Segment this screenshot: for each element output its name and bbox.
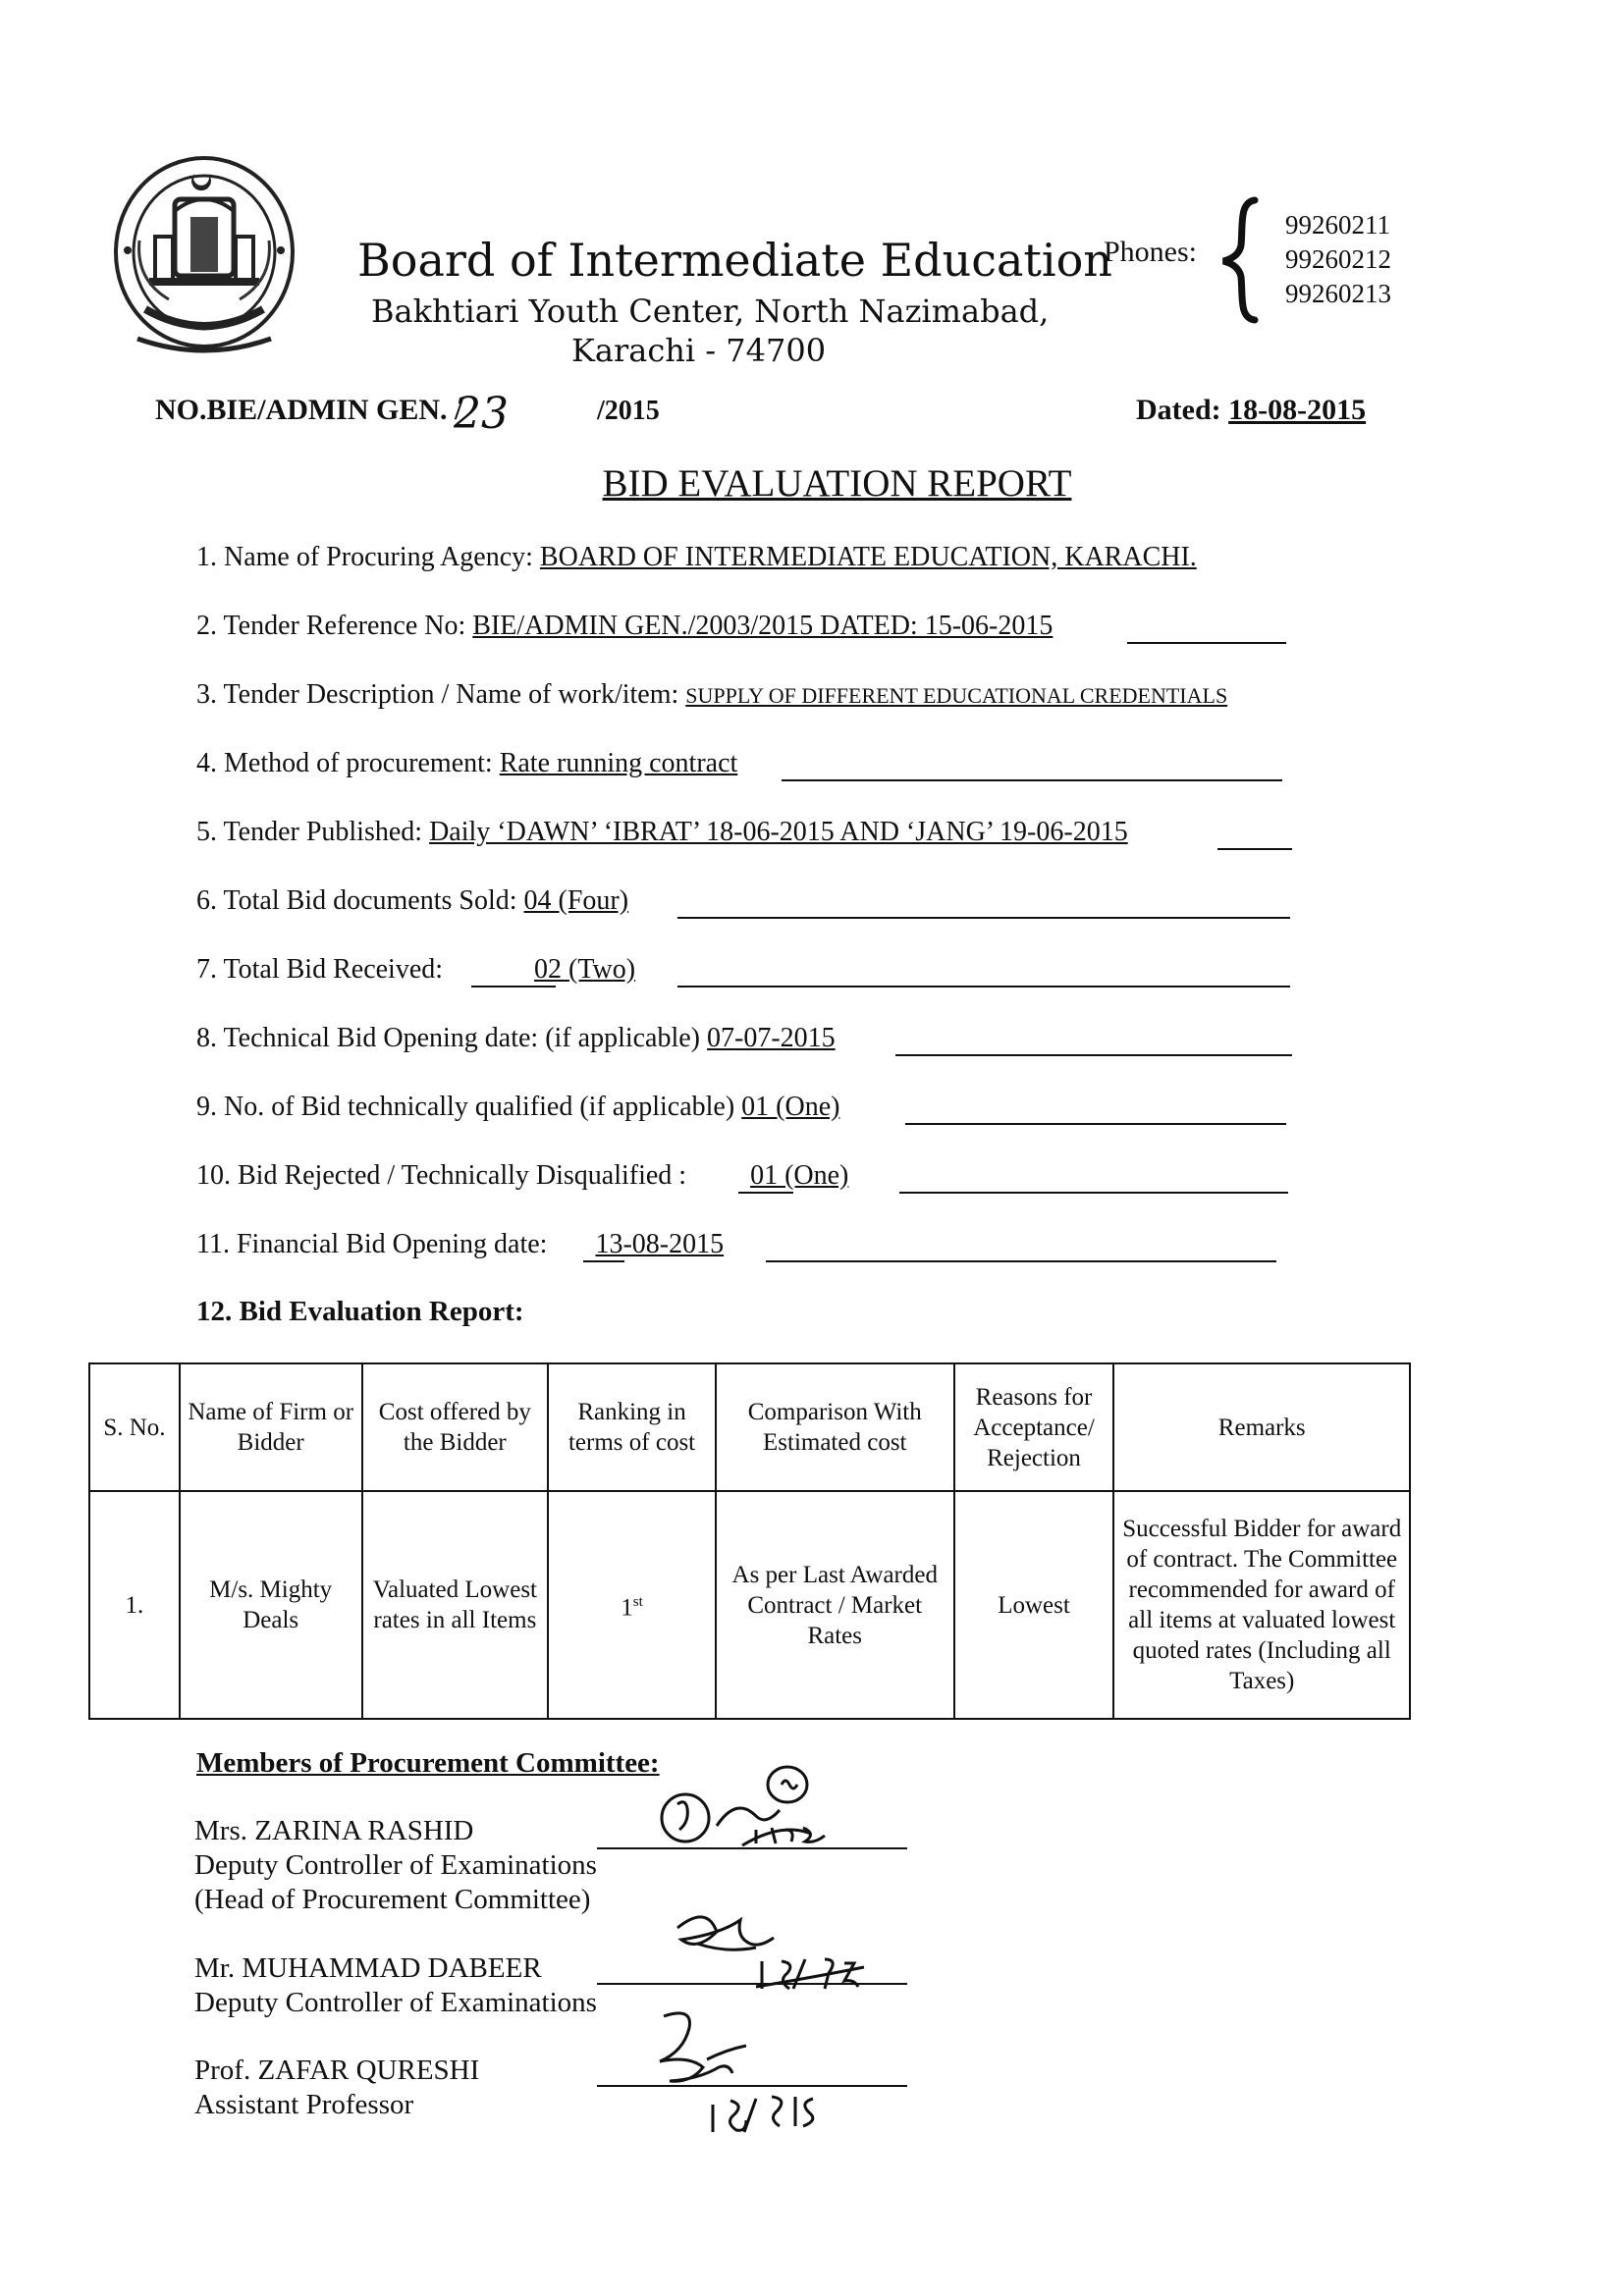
item-bid-received: [196, 954, 635, 986]
item-label: 9. No. of Bid technically qualified (if applicable): [196, 1092, 742, 1122]
item-method-of-procurement: [196, 748, 737, 779]
phone-numbers: [1285, 208, 1391, 311]
curly-brace-icon: [1217, 196, 1267, 324]
column-header: Comparison With Estimated cost: [716, 1363, 954, 1491]
item-value: Rate running contract: [499, 748, 738, 778]
column-header: Ranking in terms of cost: [548, 1363, 716, 1491]
cell-reason: Lowest: [954, 1491, 1114, 1719]
org-name: Board of Intermediate Education: [357, 234, 1112, 287]
item-value: SUPPLY OF DIFFERENT EDUCATIONAL CREDENTIALS: [685, 683, 1228, 708]
committee-title: Members of Procurement Committee:: [196, 1747, 660, 1779]
item-label: 4. Method of procurement:: [196, 748, 500, 778]
phone-number: 99260213: [1285, 279, 1391, 308]
item-value: BOARD OF INTERMEDIATE EDUCATION, KARACHI.: [539, 542, 1197, 572]
item-bids-technically-qualified: [196, 1092, 839, 1123]
member-name: Mrs. ZARINA RASHID: [194, 1815, 474, 1846]
member-role: Deputy Controller of Examinations: [194, 1987, 597, 2018]
item-label: 11. Financial Bid Opening date:: [196, 1229, 555, 1259]
item-value: 02 (Two): [534, 954, 636, 985]
committee-member: [194, 1814, 597, 1917]
rank-suffix: st: [632, 1593, 643, 1610]
reference-number-handwritten: 23: [454, 389, 509, 439]
signature-muhammad-dabeer: [668, 1904, 913, 1993]
item-bids-rejected: [196, 1160, 848, 1192]
column-header: Remarks: [1113, 1363, 1410, 1491]
member-role: Assistant Professor: [194, 2089, 414, 2120]
signature-zafar-qureshi: [648, 2002, 864, 2140]
fill-line: [905, 1123, 1286, 1125]
org-address-line2: Karachi - 74700: [571, 332, 827, 369]
reference-number-label: NO.BIE/ADMIN GEN. /: [155, 394, 463, 426]
item-tender-published: [196, 817, 1128, 848]
fill-line: [583, 1260, 624, 1262]
column-header: Cost offered by the Bidder: [362, 1363, 549, 1491]
signature-zarina-rashid: [648, 1757, 884, 1855]
reference-year: /2015: [597, 396, 660, 426]
item-value: 07-07-2015: [707, 1023, 836, 1053]
item-tender-description: [196, 679, 1227, 711]
rank-number: 1: [621, 1594, 633, 1622]
column-header: S. No.: [89, 1363, 180, 1491]
dated-value: 18-08-2015: [1228, 394, 1367, 426]
cell-sno: 1.: [89, 1491, 180, 1719]
bid-evaluation-table: [88, 1362, 1411, 1720]
report-title-text: BID EVALUATION REPORT: [602, 462, 1072, 505]
cell-ranking: [548, 1491, 716, 1719]
item-label: 6. Total Bid documents Sold:: [196, 885, 524, 916]
cell-cost: Valuated Lowest rates in all Items: [362, 1491, 549, 1719]
fill-line: [1217, 848, 1292, 850]
item-label: 5. Tender Published:: [196, 817, 430, 847]
member-name: Mr. MUHAMMAD DABEER: [194, 1952, 542, 1984]
phones-label: Phones:: [1104, 236, 1198, 268]
member-role: Deputy Controller of Examinations: [194, 1849, 597, 1881]
cell-firm: M/s. Mighty Deals: [180, 1491, 362, 1719]
item-label: 8. Technical Bid Opening date: (if applicable): [196, 1023, 708, 1053]
phone-number: 99260211: [1285, 210, 1390, 240]
column-header: Name of Firm or Bidder: [180, 1363, 362, 1491]
report-title: [0, 461, 1621, 506]
item-value: Daily ‘DAWN’ ‘IBRAT’ 18-06-2015 AND ‘JANG’ 19-06-2015: [429, 817, 1128, 847]
fill-line: [1127, 642, 1286, 644]
member-name: Prof. ZAFAR QURESHI: [194, 2055, 480, 2086]
item-value: 01 (One): [741, 1092, 840, 1122]
section-12-label: 12. Bid Evaluation Report:: [196, 1296, 524, 1327]
column-header: Reasons for Acceptance/ Rejection: [954, 1363, 1114, 1491]
item-value: 13-08-2015: [595, 1229, 725, 1259]
cell-comparison: As per Last Awarded Contract / Market Rates: [716, 1491, 954, 1719]
fill-line: [677, 986, 1290, 988]
dated-field: [1136, 394, 1366, 427]
fill-line: [782, 779, 1282, 781]
item-label: 1. Name of Procuring Agency:: [196, 542, 540, 572]
cell-remarks: Successful Bidder for award of contract. The Committee recommended for award of all items at valuated lowest quoted rates (Including all Taxes): [1113, 1491, 1410, 1719]
item-label: 10. Bid Rejected / Technically Disqualified :: [196, 1160, 694, 1191]
fill-line: [471, 986, 556, 988]
item-value: BIE/ADMIN GEN./2003/2015 DATED: 15-06-2015: [472, 611, 1054, 641]
item-bid-documents-sold: [196, 885, 628, 917]
item-value: 01 (One): [750, 1160, 849, 1191]
item-procuring-agency: [196, 542, 1197, 573]
org-address-line1: Bakhtiari Youth Center, North Nazimabad,: [371, 293, 1050, 330]
item-tender-reference: [196, 611, 1053, 642]
phone-number: 99260212: [1285, 244, 1391, 274]
item-value: 04 (Four): [523, 885, 629, 916]
fill-line: [677, 917, 1290, 919]
item-technical-bid-opening: [196, 1023, 836, 1054]
item-financial-bid-opening: [196, 1229, 724, 1260]
item-label: 2. Tender Reference No:: [196, 611, 473, 641]
fill-line: [766, 1260, 1276, 1262]
item-label: 7. Total Bid Received:: [196, 954, 451, 985]
fill-line: [899, 1192, 1288, 1194]
dated-label: Dated:: [1136, 394, 1221, 426]
table-header-row: [89, 1363, 1410, 1491]
fill-line: [738, 1192, 793, 1194]
board-seal-logo: [110, 152, 298, 362]
table-row: [89, 1491, 1410, 1719]
item-label: 3. Tender Description / Name of work/item:: [196, 679, 686, 710]
committee-member: [194, 1951, 597, 2020]
fill-line: [895, 1054, 1292, 1056]
committee-member: [194, 2054, 479, 2122]
member-role: (Head of Procurement Committee): [194, 1884, 591, 1915]
